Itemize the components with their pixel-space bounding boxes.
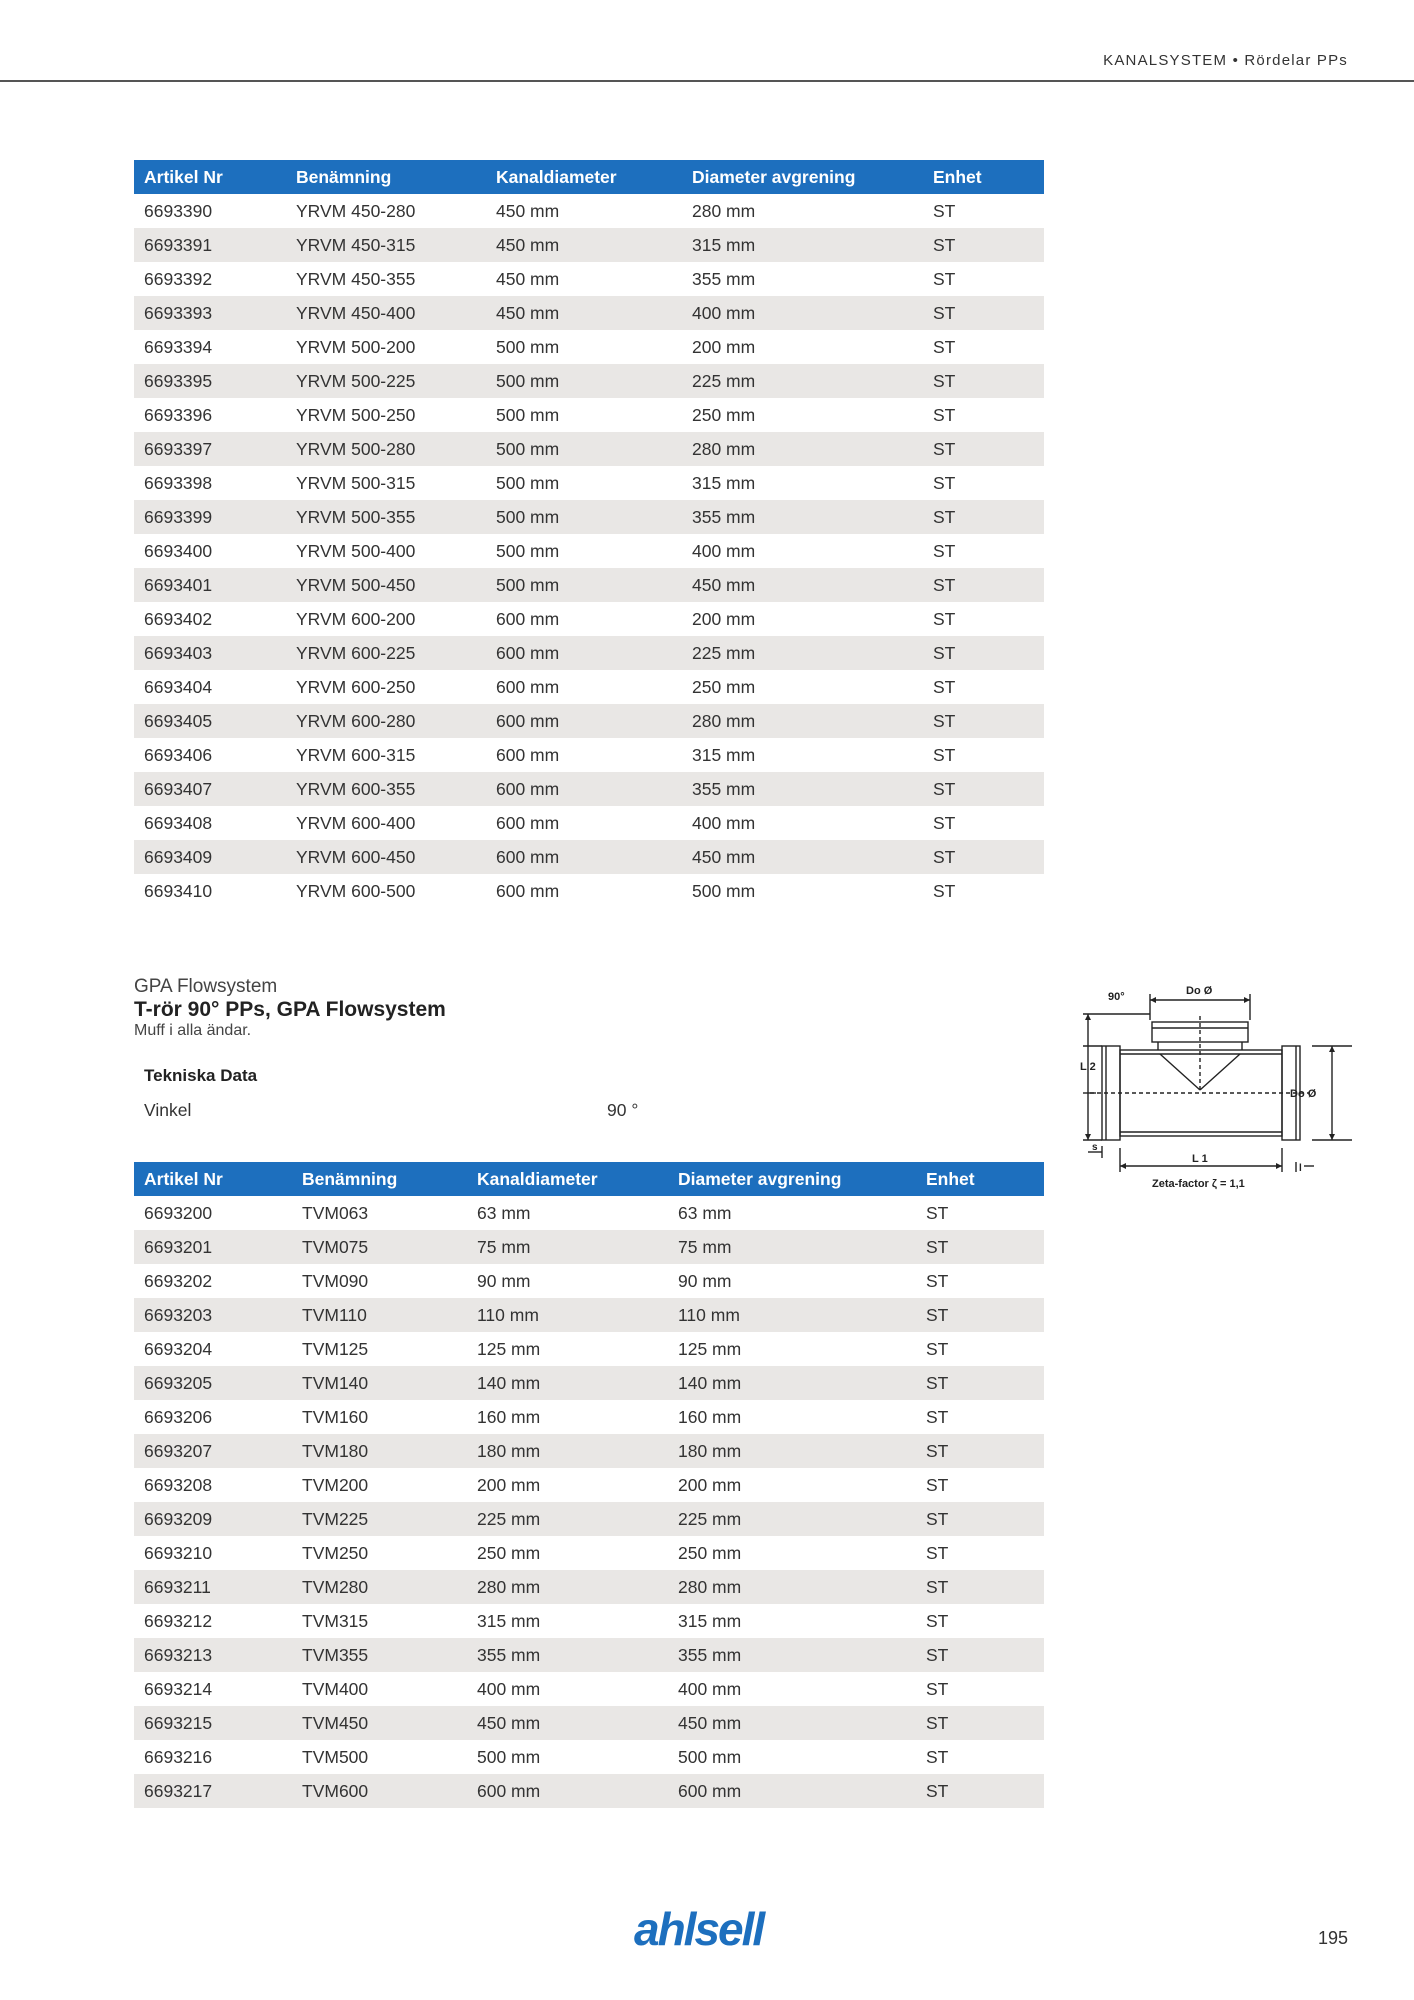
article-number-cell: 6693399: [134, 500, 286, 534]
unit-cell: ST: [926, 1406, 949, 1427]
branch-diameter-cell: 75 mm: [668, 1230, 916, 1264]
unit-cell: ST: [926, 1270, 949, 1291]
table-row: [134, 568, 1044, 602]
branch-diameter-cell: 225 mm: [682, 364, 923, 398]
duct-diameter-cell: 315 mm: [477, 1610, 541, 1631]
branch-diameter-cell: 140 mm: [668, 1366, 916, 1400]
duct-diameter-cell: 280 mm: [467, 1570, 668, 1604]
designation-cell: TVM063: [302, 1202, 369, 1223]
product-table-tvm: [134, 1162, 1044, 1808]
table-row: [134, 1570, 1044, 1604]
designation-cell: YRVM 450-355: [296, 268, 416, 289]
duct-diameter-cell: 600 mm: [496, 676, 560, 697]
table-row: [134, 636, 1044, 670]
duct-diameter-cell: 500 mm: [486, 500, 682, 534]
designation-cell: TVM450: [292, 1706, 467, 1740]
table-row: [134, 1740, 1044, 1774]
branch-diameter-cell: 280 mm: [682, 432, 923, 466]
article-number-cell: 6693200: [144, 1202, 213, 1223]
unit-cell: ST: [916, 1230, 1044, 1264]
designation-cell: YRVM 600-450: [286, 840, 486, 874]
designation-cell: TVM125: [302, 1338, 369, 1359]
table-row: [134, 1434, 1044, 1468]
branch-diameter-cell: 450 mm: [682, 840, 923, 874]
branch-diameter-cell: 450 mm: [682, 568, 923, 602]
section-description: Muff i alla ändar.: [134, 1022, 252, 1039]
duct-diameter-cell: 500 mm: [486, 432, 682, 466]
table-row: [134, 432, 1044, 466]
table-row: [134, 1604, 1044, 1638]
branch-diameter-cell: 400 mm: [678, 1678, 742, 1699]
duct-diameter-cell: 600 mm: [496, 608, 560, 629]
section-subtitle: GPA Flowsystem: [134, 976, 278, 997]
designation-cell: YRVM 600-400: [296, 812, 416, 833]
duct-diameter-cell: 500 mm: [496, 404, 560, 425]
branch-diameter-cell: 315 mm: [692, 472, 756, 493]
article-number-cell: 6693213: [134, 1638, 292, 1672]
designation-cell: YRVM 600-225: [286, 636, 486, 670]
unit-cell: ST: [923, 636, 1044, 670]
branch-diameter-cell: 400 mm: [692, 812, 756, 833]
designation-cell: YRVM 500-200: [296, 336, 416, 357]
branch-diameter-cell: 280 mm: [692, 200, 756, 221]
branch-diameter-cell: 315 mm: [682, 228, 923, 262]
designation-cell: TVM500: [302, 1746, 369, 1767]
branch-diameter-cell: 500 mm: [678, 1746, 742, 1767]
unit-cell: ST: [926, 1542, 949, 1563]
unit-cell: ST: [916, 1638, 1044, 1672]
article-number-cell: 6693204: [144, 1338, 213, 1359]
article-number-cell: 6693401: [134, 568, 286, 602]
article-number-cell: 6693392: [144, 268, 213, 289]
designation-cell: TVM075: [292, 1230, 467, 1264]
designation-cell: YRVM 600-200: [296, 608, 416, 629]
table-row: [134, 602, 1044, 636]
branch-diameter-cell: 180 mm: [668, 1434, 916, 1468]
article-number-cell: 6693400: [144, 540, 213, 561]
table-row: [134, 1196, 1044, 1230]
unit-cell: ST: [933, 336, 956, 357]
duct-diameter-cell: 63 mm: [477, 1202, 531, 1223]
unit-cell: ST: [923, 432, 1044, 466]
table-row: [134, 228, 1044, 262]
tech-data-label: Vinkel: [144, 1100, 192, 1120]
unit-cell: ST: [933, 608, 956, 629]
article-number-cell: 6693202: [144, 1270, 213, 1291]
unit-cell: ST: [933, 472, 956, 493]
duct-diameter-cell: 500 mm: [496, 472, 560, 493]
designation-cell: TVM140: [292, 1366, 467, 1400]
branch-diameter-cell: 225 mm: [668, 1502, 916, 1536]
duct-diameter-cell: 500 mm: [477, 1746, 541, 1767]
designation-cell: YRVM 600-250: [296, 676, 416, 697]
duct-diameter-cell: 225 mm: [467, 1502, 668, 1536]
column-header: Diameter avgrening: [682, 160, 923, 194]
duct-diameter-cell: 400 mm: [477, 1678, 541, 1699]
article-number-cell: 6693390: [144, 200, 213, 221]
table-row: [134, 1706, 1044, 1740]
article-number-cell: 6693402: [144, 608, 213, 629]
designation-cell: TVM315: [302, 1610, 369, 1631]
l2-label: L 2: [1080, 1061, 1096, 1073]
table-row: [134, 364, 1044, 398]
designation-cell: YRVM 450-280: [296, 200, 416, 221]
unit-cell: ST: [926, 1678, 949, 1699]
designation-cell: TVM600: [292, 1774, 467, 1808]
duct-diameter-cell: 500 mm: [496, 540, 560, 561]
article-number-cell: 6693395: [134, 364, 286, 398]
article-number-cell: 6693410: [144, 880, 213, 901]
branch-diameter-cell: 200 mm: [692, 608, 756, 629]
table-row: [134, 398, 1044, 432]
designation-cell: YRVM 500-250: [296, 404, 416, 425]
table-row: [134, 262, 1044, 296]
tee-pipe-diagram: [1080, 980, 1360, 1195]
duct-diameter-cell: 75 mm: [467, 1230, 668, 1264]
side-diameter-label: Do Ø: [1290, 1088, 1317, 1100]
column-header: Artikel Nr: [134, 1162, 292, 1196]
product-table-yrvm: [134, 160, 1044, 908]
article-number-cell: 6693403: [134, 636, 286, 670]
unit-cell: ST: [933, 200, 956, 221]
duct-diameter-cell: 160 mm: [477, 1406, 541, 1427]
designation-cell: TVM250: [302, 1542, 369, 1563]
branch-diameter-cell: 280 mm: [668, 1570, 916, 1604]
unit-cell: ST: [933, 812, 956, 833]
duct-diameter-cell: 600 mm: [486, 840, 682, 874]
branch-diameter-cell: 450 mm: [668, 1706, 916, 1740]
branch-diameter-cell: 600 mm: [668, 1774, 916, 1808]
duct-diameter-cell: 110 mm: [467, 1298, 668, 1332]
designation-cell: YRVM 500-225: [286, 364, 486, 398]
top-diameter-label: Do Ø: [1186, 985, 1213, 997]
table-row: [134, 1230, 1044, 1264]
column-header: Kanaldiameter: [486, 160, 682, 194]
article-number-cell: 6693396: [144, 404, 213, 425]
article-number-cell: 6693407: [134, 772, 286, 806]
table-row: [134, 806, 1044, 840]
unit-cell: ST: [916, 1502, 1044, 1536]
column-header: Benämning: [292, 1162, 467, 1196]
unit-cell: ST: [933, 880, 956, 901]
designation-cell: TVM400: [302, 1678, 369, 1699]
designation-cell: TVM355: [292, 1638, 467, 1672]
duct-diameter-cell: 500 mm: [486, 568, 682, 602]
table-row: [134, 330, 1044, 364]
unit-cell: ST: [923, 704, 1044, 738]
designation-cell: YRVM 500-315: [296, 472, 416, 493]
branch-diameter-cell: 63 mm: [678, 1202, 732, 1223]
article-number-cell: 6693408: [144, 812, 213, 833]
article-number-cell: 6693398: [144, 472, 213, 493]
article-number-cell: 6693201: [134, 1230, 292, 1264]
designation-cell: TVM090: [302, 1270, 369, 1291]
branch-diameter-cell: 90 mm: [678, 1270, 732, 1291]
table-header-row: [134, 1162, 1044, 1196]
tech-data-title: Tekniska Data: [144, 1066, 258, 1085]
designation-cell: TVM180: [292, 1434, 467, 1468]
article-number-cell: 6693212: [144, 1610, 213, 1631]
unit-cell: ST: [916, 1706, 1044, 1740]
duct-diameter-cell: 600 mm: [496, 812, 560, 833]
designation-cell: TVM110: [292, 1298, 467, 1332]
article-number-cell: 6693215: [134, 1706, 292, 1740]
header-divider: [0, 80, 1414, 82]
duct-diameter-cell: 600 mm: [467, 1774, 668, 1808]
table-row: [134, 738, 1044, 772]
article-number-cell: 6693211: [134, 1570, 292, 1604]
table-header-row: [134, 160, 1044, 194]
s-label: s: [1092, 1142, 1098, 1153]
branch-diameter-cell: 250 mm: [678, 1542, 742, 1563]
designation-cell: YRVM 600-500: [296, 880, 416, 901]
designation-cell: YRVM 500-280: [286, 432, 486, 466]
article-number-cell: 6693391: [134, 228, 286, 262]
designation-cell: YRVM 600-280: [286, 704, 486, 738]
duct-diameter-cell: 500 mm: [496, 336, 560, 357]
page-number: 195: [1317, 1928, 1348, 1948]
designation-cell: YRVM 500-450: [286, 568, 486, 602]
table-row: [134, 1298, 1044, 1332]
table-row: [134, 874, 1044, 908]
branch-diameter-cell: 315 mm: [692, 744, 756, 765]
article-number-cell: 6693207: [134, 1434, 292, 1468]
branch-diameter-cell: 355 mm: [668, 1638, 916, 1672]
branch-diameter-cell: 200 mm: [678, 1474, 742, 1495]
unit-cell: ST: [926, 1202, 949, 1223]
designation-cell: TVM225: [292, 1502, 467, 1536]
table-row: [134, 670, 1044, 704]
unit-cell: ST: [926, 1474, 949, 1495]
branch-diameter-cell: 315 mm: [678, 1610, 742, 1631]
unit-cell: ST: [916, 1774, 1044, 1808]
article-number-cell: 6693206: [144, 1406, 213, 1427]
article-number-cell: 6693216: [144, 1746, 213, 1767]
table-row: [134, 1366, 1044, 1400]
designation-cell: YRVM 500-400: [296, 540, 416, 561]
table-row: [134, 466, 1044, 500]
designation-cell: YRVM 600-355: [286, 772, 486, 806]
designation-cell: YRVM 500-355: [286, 500, 486, 534]
table-row: [134, 1672, 1044, 1706]
article-number-cell: 6693393: [134, 296, 286, 330]
column-header: Kanaldiameter: [467, 1162, 668, 1196]
table-row: [134, 1468, 1044, 1502]
section-title: T-rör 90° PPs, GPA Flowsystem: [134, 998, 446, 1021]
table-row: [134, 194, 1044, 228]
unit-cell: ST: [923, 228, 1044, 262]
table-row: [134, 704, 1044, 738]
article-number-cell: 6693217: [134, 1774, 292, 1808]
unit-cell: ST: [933, 744, 956, 765]
table-row: [134, 1332, 1044, 1366]
duct-diameter-cell: 140 mm: [467, 1366, 668, 1400]
column-header: Diameter avgrening: [668, 1162, 916, 1196]
article-number-cell: 6693208: [144, 1474, 213, 1495]
designation-cell: YRVM 450-315: [286, 228, 486, 262]
duct-diameter-cell: 600 mm: [486, 636, 682, 670]
duct-diameter-cell: 125 mm: [477, 1338, 541, 1359]
unit-cell: ST: [923, 568, 1044, 602]
table-row: [134, 500, 1044, 534]
article-number-cell: 6693210: [144, 1542, 213, 1563]
duct-diameter-cell: 600 mm: [486, 772, 682, 806]
table-row: [134, 534, 1044, 568]
article-number-cell: 6693205: [134, 1366, 292, 1400]
column-header: Enhet: [923, 160, 1044, 194]
column-header: Benämning: [286, 160, 486, 194]
branch-diameter-cell: 400 mm: [692, 540, 756, 561]
duct-diameter-cell: 450 mm: [467, 1706, 668, 1740]
duct-diameter-cell: 90 mm: [477, 1270, 531, 1291]
branch-diameter-cell: 500 mm: [692, 880, 756, 901]
duct-diameter-cell: 355 mm: [467, 1638, 668, 1672]
article-number-cell: 6693397: [134, 432, 286, 466]
duct-diameter-cell: 600 mm: [496, 880, 560, 901]
zeta-factor-label: Zeta-factor ζ = 1,1: [1152, 1178, 1245, 1190]
unit-cell: ST: [926, 1746, 949, 1767]
running-header: KANALSYSTEM • Rördelar PPs: [1103, 52, 1348, 69]
l-label: l: [1299, 1163, 1302, 1174]
unit-cell: ST: [923, 500, 1044, 534]
unit-cell: ST: [933, 404, 956, 425]
article-number-cell: 6693406: [144, 744, 213, 765]
table-row: [134, 1536, 1044, 1570]
unit-cell: ST: [923, 364, 1044, 398]
table-row: [134, 1400, 1044, 1434]
branch-diameter-cell: 160 mm: [678, 1406, 742, 1427]
branch-diameter-cell: 250 mm: [692, 676, 756, 697]
branch-diameter-cell: 250 mm: [692, 404, 756, 425]
article-number-cell: 6693409: [134, 840, 286, 874]
designation-cell: YRVM 600-315: [296, 744, 416, 765]
designation-cell: TVM200: [302, 1474, 369, 1495]
duct-diameter-cell: 180 mm: [467, 1434, 668, 1468]
duct-diameter-cell: 250 mm: [477, 1542, 541, 1563]
table-row: [134, 1264, 1044, 1298]
unit-cell: ST: [916, 1570, 1044, 1604]
duct-diameter-cell: 450 mm: [496, 268, 560, 289]
unit-cell: ST: [926, 1610, 949, 1631]
unit-cell: ST: [923, 840, 1044, 874]
table-row: [134, 840, 1044, 874]
duct-diameter-cell: 500 mm: [486, 364, 682, 398]
duct-diameter-cell: 600 mm: [496, 744, 560, 765]
unit-cell: ST: [923, 296, 1044, 330]
unit-cell: ST: [933, 676, 956, 697]
unit-cell: ST: [933, 540, 956, 561]
branch-diameter-cell: 400 mm: [682, 296, 923, 330]
unit-cell: ST: [923, 772, 1044, 806]
unit-cell: ST: [916, 1434, 1044, 1468]
table-row: [134, 772, 1044, 806]
article-number-cell: 6693214: [144, 1678, 213, 1699]
article-number-cell: 6693394: [144, 336, 213, 357]
unit-cell: ST: [926, 1338, 949, 1359]
article-number-cell: 6693209: [134, 1502, 292, 1536]
article-number-cell: 6693404: [144, 676, 213, 697]
duct-diameter-cell: 450 mm: [486, 228, 682, 262]
table-row: [134, 1638, 1044, 1672]
table-row: [134, 296, 1044, 330]
table-row: [134, 1774, 1044, 1808]
l1-label: L 1: [1192, 1153, 1208, 1165]
column-header: Enhet: [916, 1162, 1044, 1196]
article-number-cell: 6693405: [134, 704, 286, 738]
column-header: Artikel Nr: [134, 160, 286, 194]
duct-diameter-cell: 600 mm: [486, 704, 682, 738]
duct-diameter-cell: 450 mm: [496, 200, 560, 221]
table-row: [134, 1502, 1044, 1536]
branch-diameter-cell: 355 mm: [682, 500, 923, 534]
unit-cell: ST: [916, 1298, 1044, 1332]
unit-cell: ST: [933, 268, 956, 289]
duct-diameter-cell: 200 mm: [477, 1474, 541, 1495]
branch-diameter-cell: 125 mm: [678, 1338, 742, 1359]
ahlsell-logo: ahlsell: [634, 1903, 764, 1955]
branch-diameter-cell: 280 mm: [682, 704, 923, 738]
branch-diameter-cell: 355 mm: [692, 268, 756, 289]
branch-diameter-cell: 225 mm: [682, 636, 923, 670]
branch-diameter-cell: 110 mm: [668, 1298, 916, 1332]
tech-data-value: 90 °: [607, 1100, 639, 1120]
designation-cell: TVM160: [302, 1406, 369, 1427]
duct-diameter-cell: 450 mm: [486, 296, 682, 330]
designation-cell: TVM280: [292, 1570, 467, 1604]
article-number-cell: 6693203: [134, 1298, 292, 1332]
unit-cell: ST: [916, 1366, 1044, 1400]
branch-diameter-cell: 200 mm: [692, 336, 756, 357]
angle-label: 90°: [1108, 991, 1125, 1003]
branch-diameter-cell: 355 mm: [682, 772, 923, 806]
designation-cell: YRVM 450-400: [286, 296, 486, 330]
